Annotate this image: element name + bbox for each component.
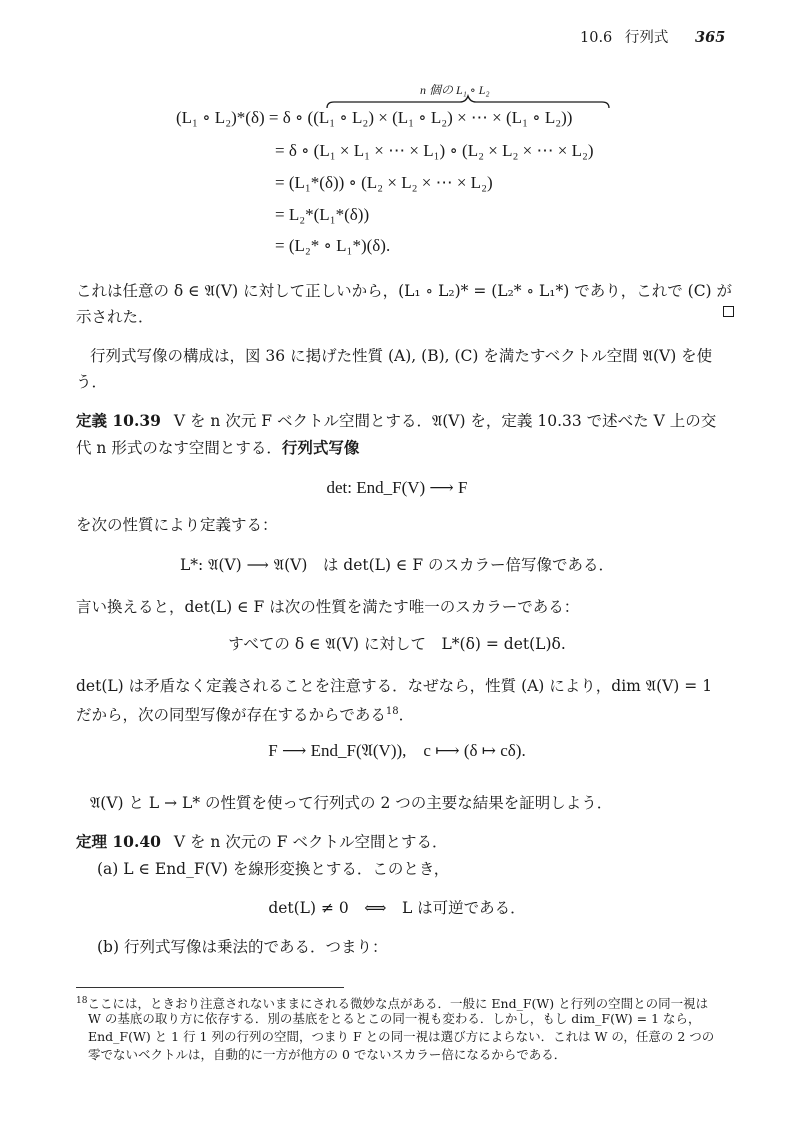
equation-line-4: = L₂*(L₁*(δ)) [275, 205, 370, 224]
theorem-line-1 [76, 832, 447, 852]
paragraph-5-end: ． [398, 706, 415, 725]
definition-text-2: 代 n 形式のなす空間とする． [76, 439, 282, 457]
section-number: 10.6 [580, 30, 613, 46]
footnote-line-2: W の基底の取り方に依存する．別の基底をとるとこの同一視も変わる．しかし，もし dim_F(W) = 1 なら， [88, 1011, 701, 1026]
definition-term: 行列式写像 [281, 438, 360, 457]
equation-line-5: = (L₂* ∘ L₁*)(δ). [275, 236, 391, 255]
footnote-line-3: End_F(W) と 1 行 1 列の行列の空間，つまり F との同一視は選び方によらない．これは W の，任意の 2 つの [88, 1029, 715, 1044]
qed-box-icon [723, 306, 734, 317]
paragraph-1-line-2: 示された． [76, 308, 154, 326]
equation-det-map: det: End_F(V) ⟶ F [326, 478, 468, 497]
footnote-line-1 [76, 993, 708, 1012]
paragraph-2-line-1: 行列式写像の構成は，図 36 に掲げた性質 (A), (B), (C) を満たすベクトル空間 𝔄(V) を使 [90, 347, 713, 365]
theorem-label: 定理 10.40 [76, 832, 161, 851]
theorem-part-b: (b) 行列式写像は乗法的である．つまり： [97, 938, 388, 956]
equation-property: L*: 𝔄(V) ⟶ 𝔄(V) は det(L) ∈ F のスカラー倍写像である． [179, 556, 615, 574]
paragraph-2-line-2: う． [76, 373, 108, 391]
section-title: 行列式 [624, 30, 669, 46]
equation-isomorphism: F ⟶ End_F(𝔄(V)), c ⟼ (δ ↦ cδ). [268, 741, 526, 760]
paragraph-5-text: だから，次の同型写像が存在するからである [76, 706, 386, 725]
equation-line-3: = (L₁*(δ)) ∘ (L₂ × L₂ × ⋯ × L₂) [275, 173, 493, 192]
equation-invertible: det(L) ≠ 0 ⟺ L は可逆である． [268, 899, 526, 917]
footnote-text-1: ここには，ときおり注意されないままにされる微妙な点がある．一般に End_F(W) と行列の空間との同一視は [87, 996, 709, 1012]
footnote-line-4: 零でないベクトルは，自動的に一方が他方の 0 でないスカラー倍になるからである． [88, 1047, 567, 1062]
footnote-rule [76, 987, 344, 988]
definition-line-2 [76, 438, 359, 458]
definition-line-1 [76, 411, 716, 431]
paragraph-5-line-2 [76, 702, 414, 725]
overbrace-label: n 個の L₁ ∘ L₂ [420, 83, 490, 97]
paragraph-4: 言い換えると，det(L) ∈ F は次の性質を満たす唯一のスカラーである： [76, 598, 580, 616]
paragraph-6: 𝔄(V) と L → L* の性質を使って行列式の 2 つの主要な結果を証明しよう． [90, 794, 613, 812]
paragraph-5-line-1: det(L) は矛盾なく定義されることを注意する．なぜなら，性質 (A) により，dim 𝔄(V) = 1 [76, 677, 713, 695]
equation-line-2: = δ ∘ (L₁ × L₁ × ⋯ × L₁) ∘ (L₂ × L₂ × ⋯ × L₂) [275, 141, 594, 160]
theorem-text: V を n 次元の F ベクトル空間とする． [173, 833, 448, 851]
paragraph-3: を次の性質により定義する： [76, 516, 278, 534]
footnote-number: 18 [76, 996, 88, 1006]
paragraph-1-line-1: これは任意の δ ∈ 𝔄(V) に対して正しいから，(L₁ ∘ L₂)* = (L₂* ∘ L₁*) であり，これで (C) が [76, 282, 733, 300]
equation-line-1: (L₁ ∘ L₂)*(δ) = δ ∘ ((L₁ ∘ L₂) × (L₁ ∘ L₂) × ⋯ × (L₁ ∘ L₂)) [176, 108, 573, 127]
page-number: 365 [695, 29, 726, 46]
definition-label: 定義 10.39 [76, 411, 161, 430]
equation-unique-scalar: すべての δ ∈ 𝔄(V) に対して L*(δ) = det(L)δ. [228, 635, 566, 653]
definition-text-1: V を n 次元 F ベクトル空間とする．𝔄(V) を，定義 10.33 で述べた V 上の交 [173, 412, 717, 430]
running-header [580, 28, 725, 48]
theorem-part-a: (a) L ∈ End_F(V) を線形変換とする．このとき， [97, 860, 450, 878]
footnote-reference[interactable]: 18 [385, 706, 399, 717]
